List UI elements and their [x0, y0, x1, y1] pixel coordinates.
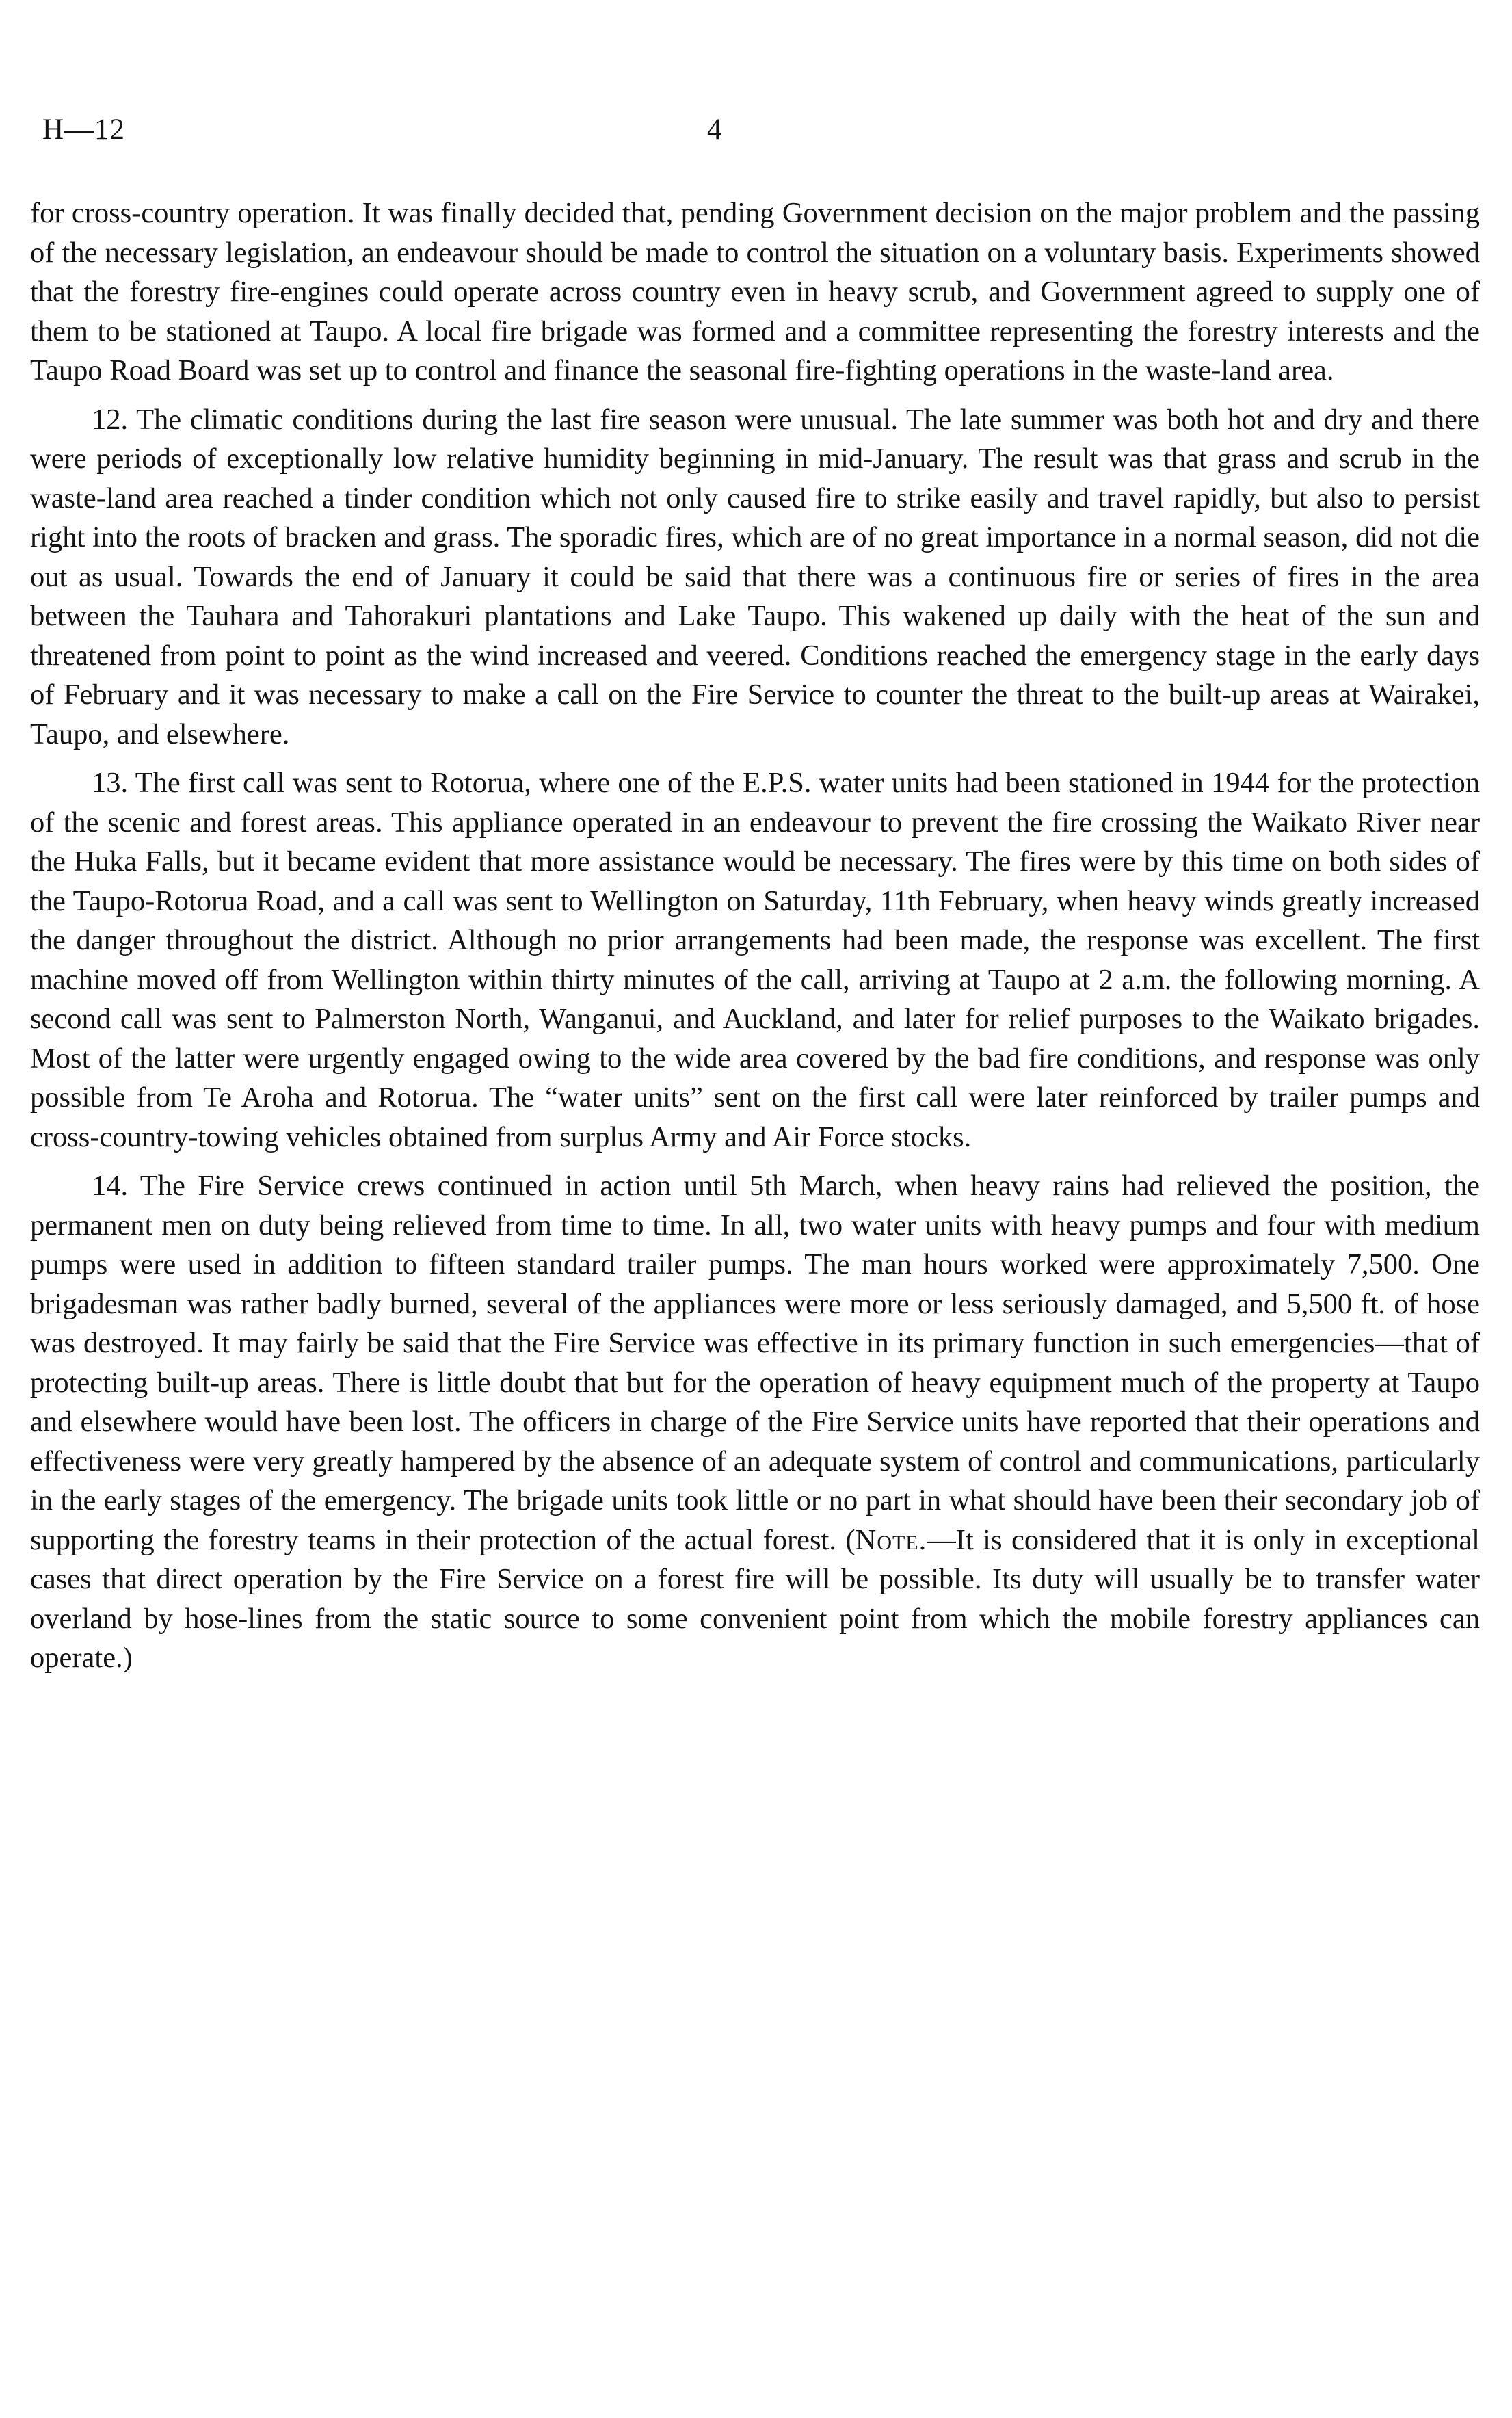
paragraph-14-note-text: —It is considered that it is only in exceptional cases that direct operation by the Fire Service on a forest fire will be possible. Its duty will usually be to transfer water overland by hose-lines from the static source to some convenient point from which the mobile forestry appliances can operate.) [30, 1523, 1480, 1674]
paragraph-14-text: 14. The Fire Service crews continued in action until 5th March, when heavy rains had relieved the position, the permanent men on duty being relieved from time to time. In all, two water units with heavy pumps and four with medium pumps were used in addition to fifteen standard trailer pumps. The man hours worked were approximately 7,500. One brigadesman was rather badly burned, several of the appliances were more or less seriously damaged, and 5,500 ft. of hose was destroyed. It may fairly be said that the Fire Service was effective in its primary function in such emergencies—that of protecting built-up areas. There is little doubt that but for the operation of heavy equipment much of the property at Taupo and elsewhere would have been lost. The officers in charge of the Fire Service units have reported that their operations and effectiveness were very greatly hampered by the absence of an adequate system of control and communications, particularly in the early stages of the emergency. The brigade units took little or no part in what should have been their secondary job of supporting the forestry teams in their protection of the actual forest. ( [30, 1170, 1480, 1556]
page-header [30, 113, 1480, 154]
paragraph-14 [30, 1166, 1480, 1678]
page-number: 4 [707, 114, 722, 146]
paragraph-13: 13. The first call was sent to Rotorua, where one of the E.P.S. water units had been stationed in 1944 for the protection of the scenic and forest areas. This appliance operated in an endeavour to prevent the fire crossing the Waikato River near the Huka Falls, but it became evident that more assistance would be necessary. The fires were by this time on both sides of the Taupo-Rotorua Road, and a call was sent to Wellington on Saturday, 11th February, when heavy winds greatly increased the danger throughout the district. Although no prior arrangements had been made, the response was excellent. The first machine moved off from Wellington within thirty minutes of the call, arriving at Taupo at 2 a.m. the following morning. A second call was sent to Palmerston North, Wanganui, and Auckland, and later for relief purposes to the Waikato brigades. Most of the latter were urgently engaged owing to the wide area covered by the bad fire conditions, and response was only possible from Te Aroha and Rotorua. The “water units” sent on the first call were later reinforced by trailer pumps and cross-country-towing vehicles obtained from surplus Army and Air Force stocks. [30, 767, 1480, 1153]
body-text [30, 194, 1480, 1678]
document-code: H—12 [42, 114, 126, 146]
paragraph-12: 12. The climatic conditions during the last fire season were unusual. The late summer was both hot and dry and there were periods of exceptionally low relative humidity beginning in mid-January. The result was that grass and scrub in the waste-land area reached a tinder condition which not only caused fire to strike easily and travel rapidly, but also to persist right into the roots of bracken and grass. The sporadic fires, which are of no great importance in a normal season, did not die out as usual. Towards the end of January it could be said that there was a continuous fire or series of fires in the area between the Tauhara and Tahorakuri plantations and Lake Taupo. This wakened up daily with the heat of the sun and threatened from point to point as the wind increased and veered. Conditions reached the emergency stage in the early days of February and it was necessary to make a call on the Fire Service to counter the threat to the built-up areas at Wairakei, Taupo, and elsewhere. [30, 403, 1480, 750]
paragraph-continuation: for cross-country operation. It was finally decided that, pending Government decision on the major problem and the passing of the necessary legislation, an endeavour should be made to control the situation on a voluntary basis. Experiments showed that the forestry fire-engines could operate across country even in heavy scrub, and Government agreed to supply one of them to be stationed at Taupo. A local fire brigade was formed and a committee representing the forestry interests and the Taupo Road Board was set up to control and finance the seasonal fire-fighting operations in the waste-land area. [30, 197, 1480, 386]
note-label: Note. [855, 1523, 927, 1556]
